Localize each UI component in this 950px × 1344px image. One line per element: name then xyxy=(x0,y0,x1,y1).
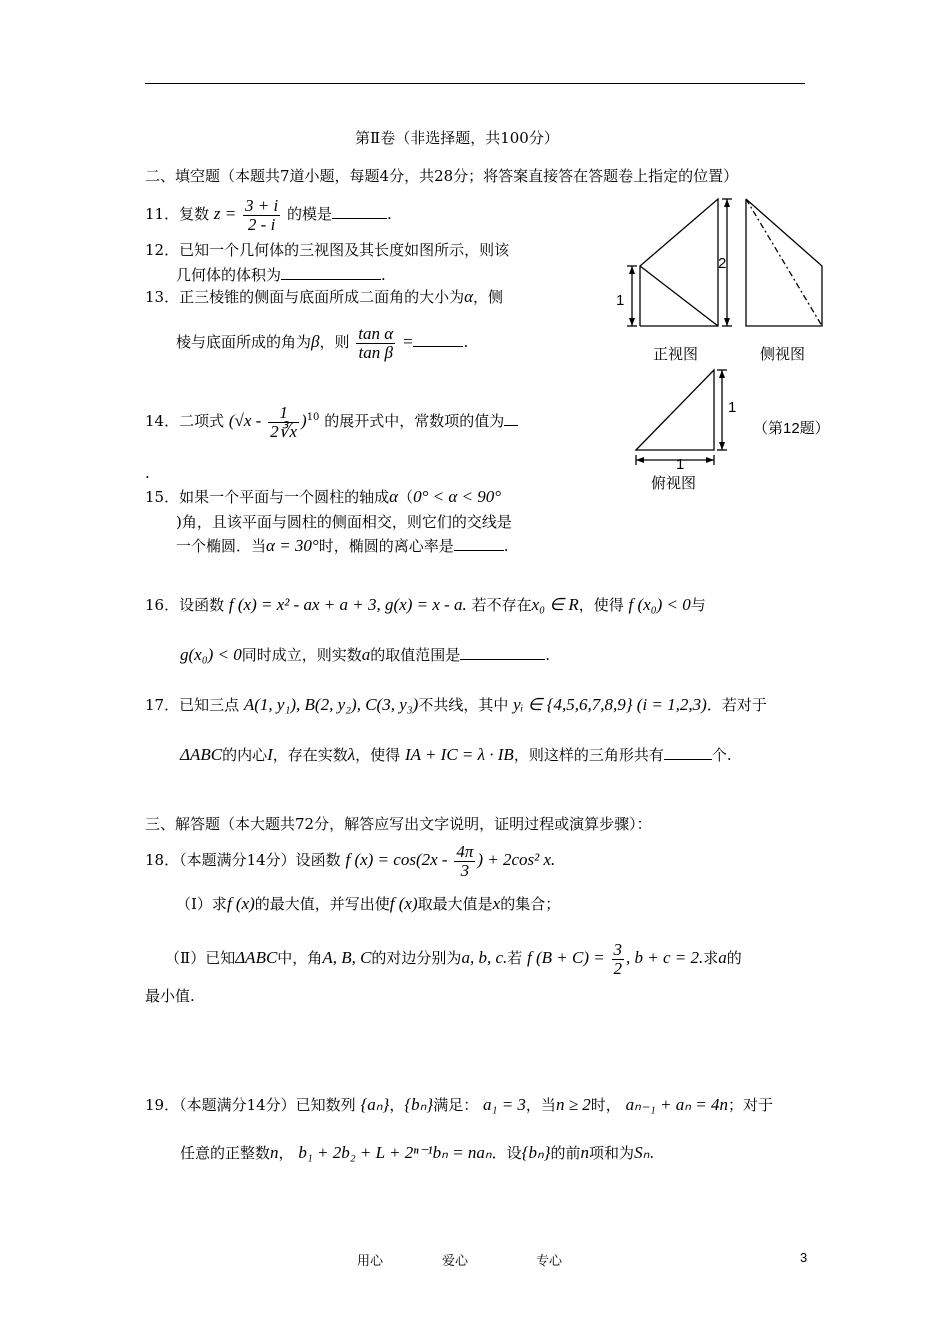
figure-caption: （第12题） xyxy=(753,420,830,437)
top-view-label: 俯视图 xyxy=(651,474,697,492)
question-16-line1: 16．设函数 f (x) = x² - ax + a + 3, g(x) = x - a. 若不存在x₀ ∈ R，使得 f (x₀) < 0与 xyxy=(145,595,706,614)
section-title: 第Ⅱ卷（非选择题，共100分） xyxy=(355,129,559,147)
front-view-drawing xyxy=(627,199,732,326)
dim-label-1-top-height: 1 xyxy=(728,399,737,416)
side-view-label: 侧视图 xyxy=(760,345,806,363)
question-15-line3: 一个椭圆．当α = 30°时，椭圆的离心率是 . xyxy=(176,536,509,555)
question-18: 18．（本题满分14分）设函数 f (x) = cos(2x - $\frac{4\pi}{3}$ ) + 2cos² x. xyxy=(145,841,556,880)
question-18-part2: （Ⅱ）已知ΔABC中，角A, B, C的对边分别为a, b, c.若 f (B + C) = $\frac{3}{2}$ , b + c = 2.求a的 xyxy=(165,939,742,978)
question-17-line2: ΔABC的内心I，存在实数λ，使得 IA + IC = λ · IB，则这样的三角形共有 个. xyxy=(180,745,732,764)
top-view-drawing xyxy=(636,370,727,465)
question-19-line1: 19．（本题满分14分）已知数列 {aₙ}，{bₙ}满足： a₁ = 3，当n ≥ 2时， aₙ₋₁ + aₙ = 4n；对于 xyxy=(145,1095,773,1114)
dim-label-1-top-width: 1 xyxy=(676,456,685,473)
question-12-line2: 几何体的体积为 . xyxy=(176,266,386,284)
question-19-line2: 任意的正整数n， b₁ + 2b₂ + L + 2ⁿ⁻¹bₙ = naₙ．设{bₙ}的前n项和为Sₙ. xyxy=(180,1143,655,1162)
question-12-line1: 12．已知一个几何体的三视图及其长度如图所示，则该 xyxy=(145,241,510,259)
dim-label-2-front: 2 xyxy=(718,255,727,272)
front-view-label: 正视图 xyxy=(653,345,699,363)
footer-right: 专心 xyxy=(536,1254,563,1269)
question-14: 14．二项式 (√x - $\frac{1}{2∛x}$ )$^{10}$ 的展开式中，常数项的值为 xyxy=(145,398,518,441)
page-number: 3 xyxy=(800,1250,808,1265)
footer-left: 用心 xyxy=(357,1254,384,1269)
question-16-line2: g(x₀) < 0同时成立，则实数a的取值范围是 . xyxy=(180,645,551,664)
side-view-drawing xyxy=(746,199,822,326)
question-18-part1: （Ⅰ）求f (x)的最大值，并写出使f (x)取最大值是x的集合； xyxy=(176,894,561,913)
header-rule xyxy=(145,83,805,84)
question-13-line1: 13．正三棱锥的侧面与底面所成二面角的大小为α，侧 xyxy=(145,287,504,306)
question-15-line2: )角，且该平面与圆柱的侧面相交，则它们的交线是 xyxy=(176,513,512,531)
question-15-line1: 15．如果一个平面与一个圆柱的轴成α（0° < α < 90° xyxy=(145,487,502,506)
question-13-line2: 棱与底面所成的角为β，则 $\frac{\text{tan α}}{\text{tan β}}$ = . xyxy=(176,323,469,362)
part3-heading: 三、解答题（本大题共72分，解答应写出文字说明，证明过程或演算步骤）： xyxy=(145,815,652,833)
part2-heading: 二、填空题（本题共7道小题，每题4分，共28分；将答案直接答在答题卷上指定的位置） xyxy=(145,167,739,185)
dim-label-1-front: 1 xyxy=(616,292,625,309)
question-17-line1: 17．已知三点 A(1, y₁), B(2, y₂), C(3, y₃)不共线，其中 yᵢ ∈ {4,5,6,7,8,9} (i = 1,2,3)．若对于 xyxy=(145,695,767,714)
footer-mid: 爱心 xyxy=(442,1254,469,1269)
question-18-part2-end: 最小值. xyxy=(145,987,195,1005)
question-14-end: . xyxy=(145,464,150,482)
question-11: 11．复数 z = $\frac{3 + i}{2 - i}$ 的模是 . xyxy=(145,195,392,234)
